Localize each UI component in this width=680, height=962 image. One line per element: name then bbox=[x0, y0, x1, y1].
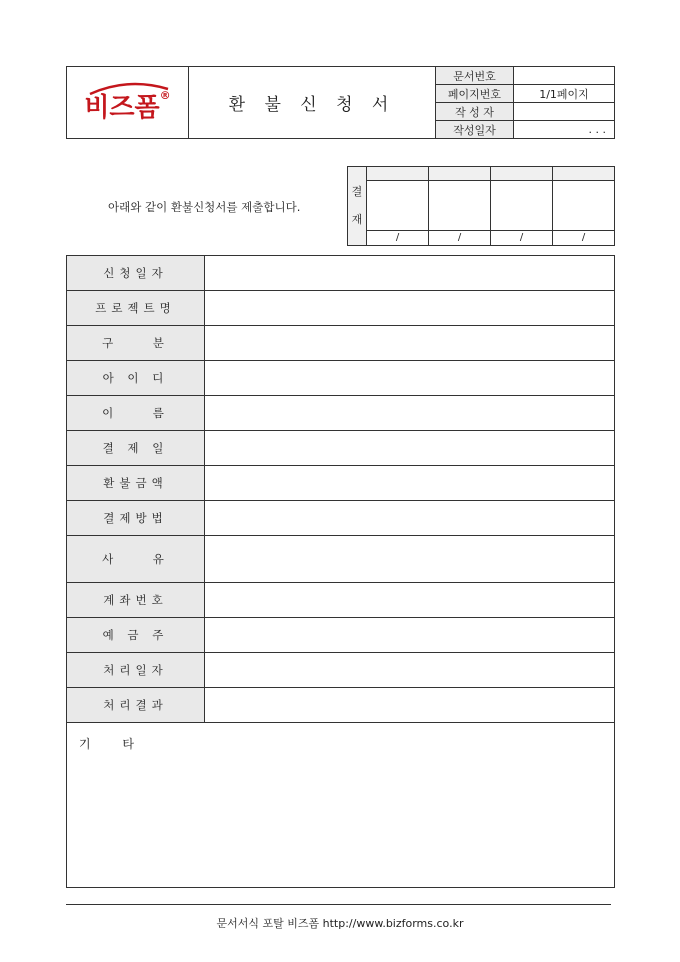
footer-text: 문서서식 포탈 비즈폼 http://www.bizforms.co.kr bbox=[216, 917, 464, 930]
meta-value-doc-number[interactable] bbox=[514, 67, 615, 85]
document-title: 환 불 신 청 서 bbox=[189, 67, 436, 139]
approval-head-1 bbox=[367, 167, 429, 181]
approval-date-1[interactable]: / bbox=[367, 230, 429, 245]
approval-side-label: 결 재 bbox=[348, 167, 367, 246]
footer-divider bbox=[66, 904, 611, 905]
label-application-date: 신청일자 bbox=[67, 256, 205, 291]
field-category[interactable] bbox=[205, 326, 615, 361]
field-refund-amount[interactable] bbox=[205, 466, 615, 501]
approval-sign-4[interactable] bbox=[553, 181, 615, 231]
approval-head-3 bbox=[491, 167, 553, 181]
approval-head-2 bbox=[429, 167, 491, 181]
approval-sign-2[interactable] bbox=[429, 181, 491, 231]
field-reason[interactable] bbox=[205, 536, 615, 583]
approval-sign-3[interactable] bbox=[491, 181, 553, 231]
label-processing-result: 처리결과 bbox=[67, 688, 205, 723]
field-account-holder[interactable] bbox=[205, 618, 615, 653]
field-project-name[interactable] bbox=[205, 291, 615, 326]
meta-value-author[interactable] bbox=[514, 103, 615, 121]
approval-date-2[interactable]: / bbox=[429, 230, 491, 245]
logo-text: 비즈폼 bbox=[84, 93, 160, 123]
label-category: 구 분 bbox=[67, 326, 205, 361]
approval-date-4[interactable]: / bbox=[553, 230, 615, 245]
meta-value-date[interactable]: . . . bbox=[514, 121, 615, 139]
field-payment-method[interactable] bbox=[205, 501, 615, 536]
label-account-number: 계좌번호 bbox=[67, 583, 205, 618]
meta-label-page-number: 페이지번호 bbox=[436, 85, 514, 103]
logo-cell bbox=[67, 67, 189, 139]
field-name[interactable] bbox=[205, 396, 615, 431]
etc-notes-area[interactable] bbox=[67, 723, 615, 888]
meta-label-doc-number: 문서번호 bbox=[436, 67, 514, 85]
approval-sign-1[interactable] bbox=[367, 181, 429, 231]
bizforms-logo bbox=[84, 87, 170, 124]
field-payment-date[interactable] bbox=[205, 431, 615, 466]
meta-value-page-number[interactable]: 1/1페이지 bbox=[514, 85, 615, 103]
label-reason: 사 유 bbox=[67, 536, 205, 583]
field-processing-result[interactable] bbox=[205, 688, 615, 723]
etc-label: 기 타 bbox=[79, 737, 148, 751]
refund-form-table bbox=[66, 255, 615, 888]
label-name: 이 름 bbox=[67, 396, 205, 431]
meta-label-date: 작성일자 bbox=[436, 121, 514, 139]
label-processing-date: 처리일자 bbox=[67, 653, 205, 688]
label-project-name: 프로젝트명 bbox=[67, 291, 205, 326]
label-user-id: 아 이 디 bbox=[67, 361, 205, 396]
field-user-id[interactable] bbox=[205, 361, 615, 396]
label-payment-date: 결 제 일 bbox=[67, 431, 205, 466]
meta-label-author: 작 성 자 bbox=[436, 103, 514, 121]
approval-head-4 bbox=[553, 167, 615, 181]
label-refund-amount: 환불금액 bbox=[67, 466, 205, 501]
label-account-holder: 예 금 주 bbox=[67, 618, 205, 653]
field-application-date[interactable] bbox=[205, 256, 615, 291]
field-account-number[interactable] bbox=[205, 583, 615, 618]
field-processing-date[interactable] bbox=[205, 653, 615, 688]
label-payment-method: 결제방법 bbox=[67, 501, 205, 536]
approval-date-3[interactable]: / bbox=[491, 230, 553, 245]
document-header bbox=[66, 66, 615, 139]
intro-text: 아래와 같이 환불신청서를 제출합니다. bbox=[108, 200, 301, 214]
approval-box bbox=[347, 166, 615, 246]
logo-arc-icon bbox=[88, 81, 170, 95]
logo-registered-mark: ® bbox=[159, 89, 171, 102]
